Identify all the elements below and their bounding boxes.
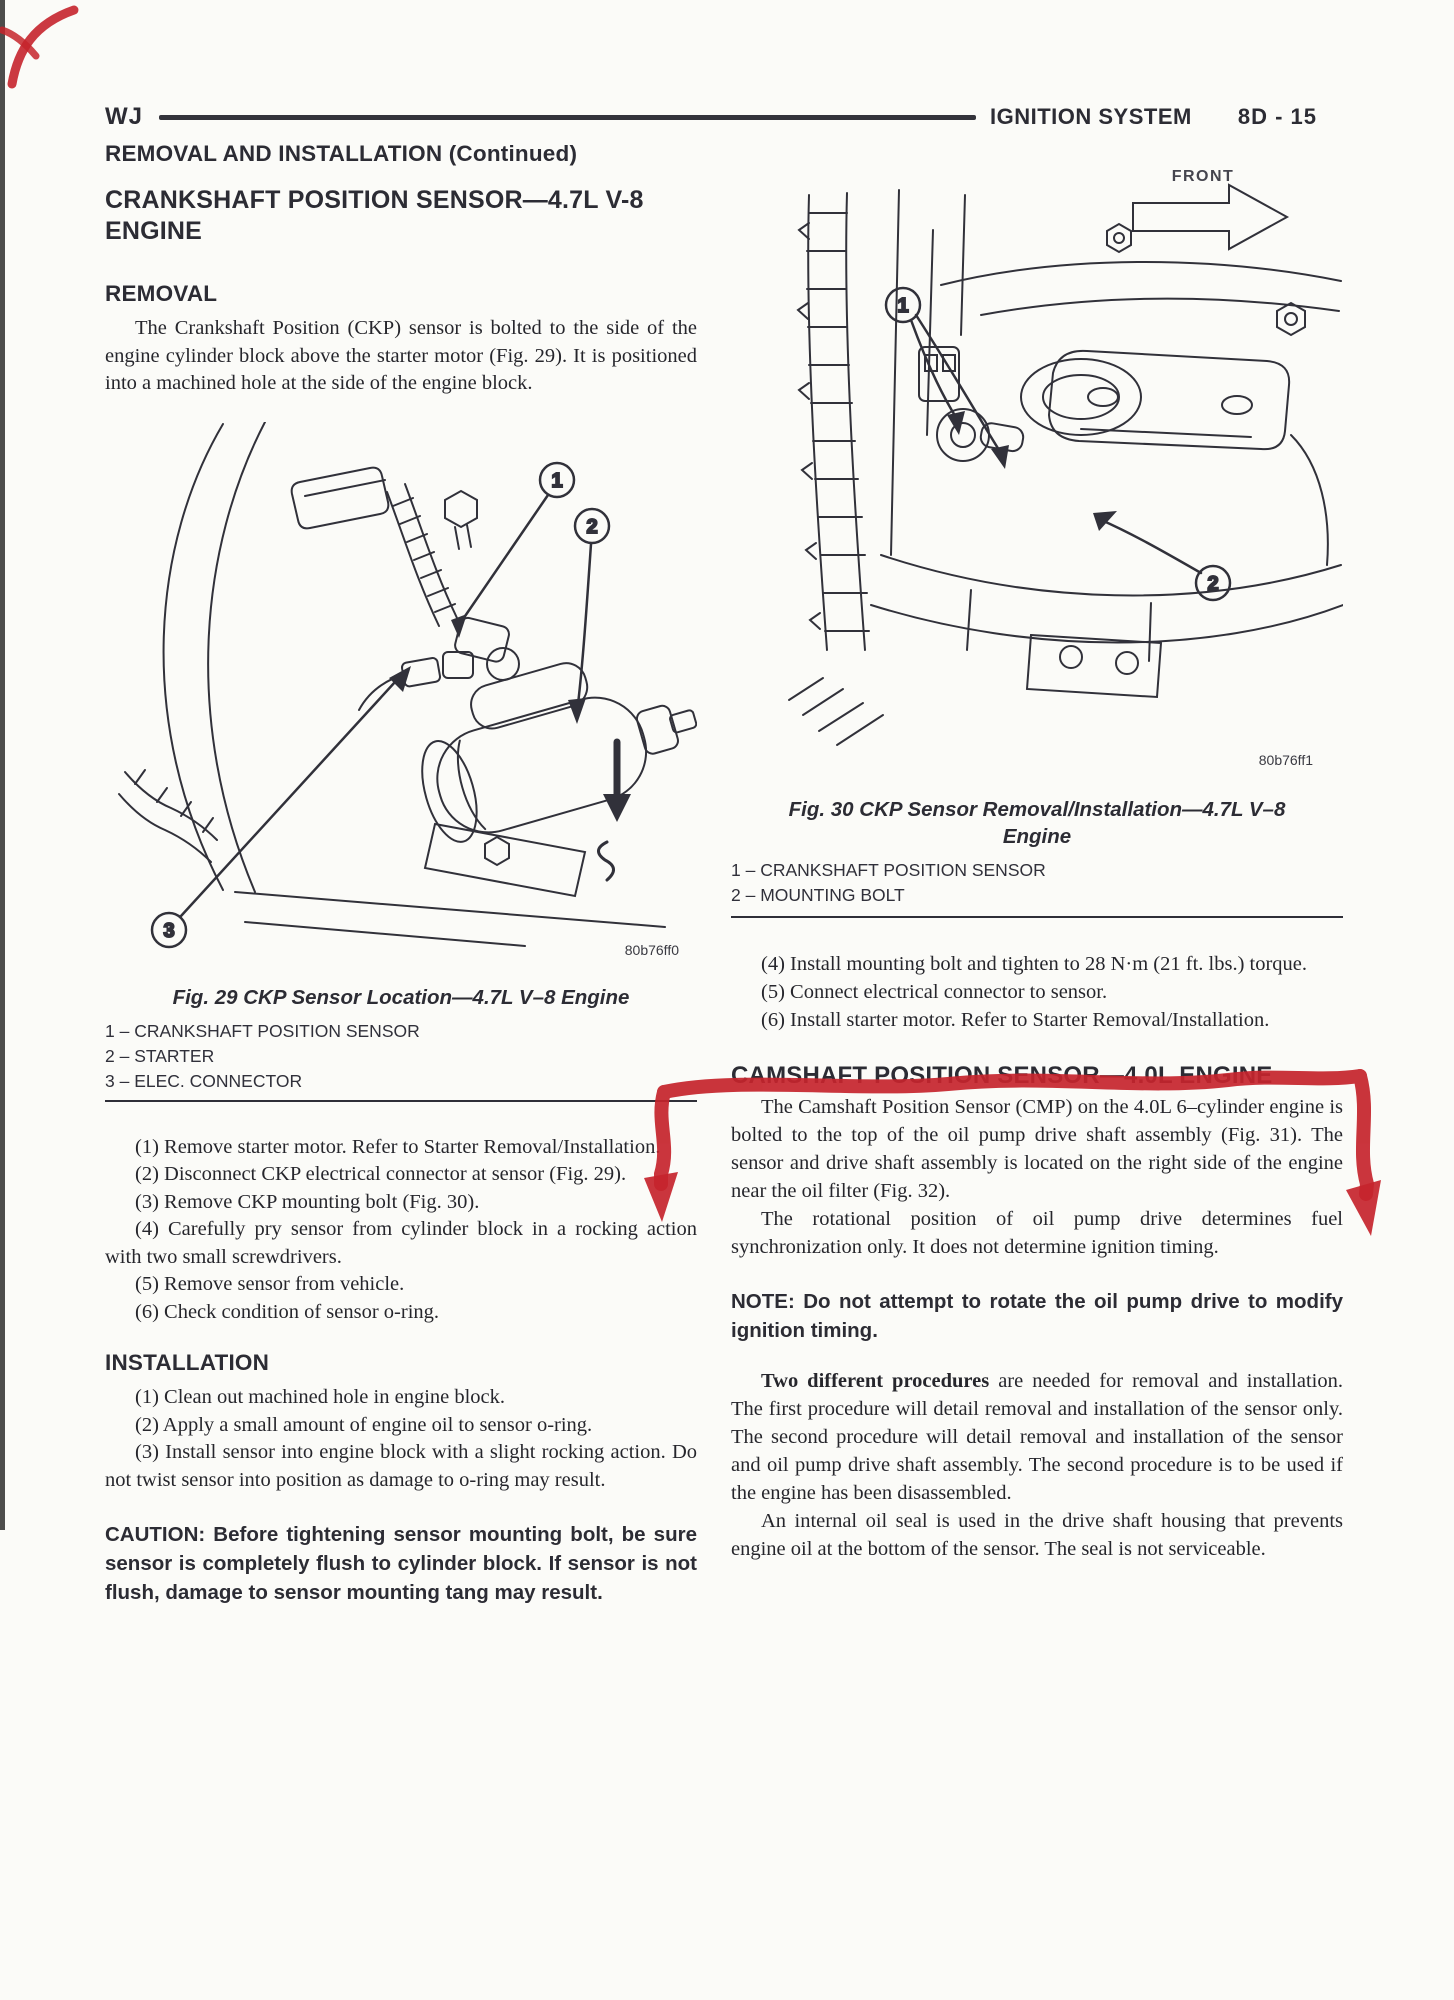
removal-step: (5) Remove sensor from vehicle. — [135, 1273, 405, 1295]
figure-divider — [105, 1100, 697, 1102]
fig30-legend-item: 2 – MOUNTING BOLT — [731, 885, 905, 905]
fig30-callout-2: 2 — [1207, 573, 1219, 595]
fig29-legend-item: 3 – ELEC. CONNECTOR — [105, 1070, 303, 1091]
removal-step: (1) Remove starter motor. Refer to Starter Removal/Installation. — [135, 1135, 661, 1158]
camshaft-para3-lead: Two different procedures — [761, 1370, 990, 1392]
installation-step: (3) Install sensor into engine block with a slight rocking action. Do not twist sensor into position as damage to o-ring may result. — [105, 1441, 697, 1491]
red-highlight-annotation — [618, 1042, 1418, 1272]
removal-step: (4) Carefully pry sensor from cylinder block in a rocking action with two small screwdrivers. — [105, 1218, 697, 1268]
camshaft-para3 — [731, 1367, 1343, 1507]
fig29-callout-3: 3 — [163, 919, 175, 942]
camshaft-sensor-heading: CAMSHAFT POSITION SENSOR—4.0L ENGINE — [731, 1062, 1273, 1089]
fig29-callout-2: 2 — [586, 515, 598, 538]
fig29-callout-1: 1 — [551, 469, 563, 492]
figure-divider — [731, 916, 1343, 918]
camshaft-para3-rest: are needed for removal and installation. The first procedure will detail removal and installation of the sensor only. The second procedure will detail removal and installation of the sensor and oil pump drive shaft assembly. The second procedure is to be used if the engine has been disassembled. — [731, 1370, 1343, 1504]
fig29-caption: Fig. 29 CKP Sensor Location—4.7L V–8 Engine — [172, 985, 630, 1009]
removal-intro: The Crankshaft Position (CKP) sensor is bolted to the side of the engine cylinder block above the starter motor (Fig. 29). It is positioned into a machined hole at the side of the engine block. — [105, 317, 697, 394]
removal-step: (4) Install mounting bolt and tighten to 28 N·m (21 ft. lbs.) torque. — [761, 953, 1308, 975]
installation-steps — [105, 1384, 697, 1494]
header-rule — [159, 115, 976, 120]
fig30-legend — [731, 858, 1343, 908]
camshaft-para2: The rotational position of oil pump drive determines fuel synchronization only. It does not determine ignition timing. — [731, 1208, 1343, 1258]
camshaft-para1: The Camshaft Position Sensor (CMP) on the 4.0L 6–cylinder engine is bolted to the top of the oil pump drive shaft assembly (Fig. 31). The sensor and drive shaft assembly is located on the right side of the engine near the oil filter (Fig. 32). — [731, 1096, 1343, 1202]
installation-step: (2) Apply a small amount of engine oil to sensor o-ring. — [135, 1413, 593, 1436]
removal-step: (6) Install starter motor. Refer to Starter Removal/Installation. — [761, 1009, 1270, 1031]
front-direction-label: FRONT — [1171, 168, 1235, 185]
installation-heading: INSTALLATION — [105, 1350, 270, 1375]
removal-heading: REMOVAL — [105, 281, 218, 306]
fig29-legend — [105, 1019, 697, 1094]
left-column — [105, 143, 697, 1607]
fig30-legend-item: 1 – CRANKSHAFT POSITION SENSOR — [731, 860, 1046, 880]
fig30-caption-line1: Fig. 30 CKP Sensor Removal/Installation—4.7L V–8 — [788, 798, 1286, 821]
fig30-caption — [731, 796, 1343, 850]
fig30-scan-code: 80b76ff1 — [1258, 752, 1313, 768]
figure-30-illustration — [731, 135, 1343, 765]
right-column — [731, 135, 1343, 1563]
model-code: WJ — [105, 103, 143, 130]
red-corner-scribble — [0, 0, 100, 90]
section-title: IGNITION SYSTEM — [989, 104, 1192, 129]
figure-30 — [731, 135, 1343, 770]
oil-pump-note: NOTE: Do not attempt to rotate the oil pump drive to modify ignition timing. — [731, 1290, 1343, 1342]
scan-edge-artifact — [0, 0, 5, 1530]
figure-29-illustration — [105, 422, 697, 957]
fig30-callout-1: 1 — [897, 295, 909, 317]
removal-steps — [105, 1134, 697, 1327]
removal-steps-continued — [731, 950, 1343, 1034]
continued-heading: REMOVAL AND INSTALLATION (Continued) — [105, 141, 578, 166]
removal-step: (2) Disconnect CKP electrical connector at sensor (Fig. 29). — [135, 1163, 627, 1185]
page-number: 8D - 15 — [1237, 104, 1317, 129]
caution-note: CAUTION: Before tightening sensor mounting bolt, be sure sensor is completely flush to cylinder block. If sensor is not flush, damage to sensor mounting tang may result. — [105, 1523, 697, 1604]
removal-step: (6) Check condition of sensor o-ring. — [135, 1300, 440, 1323]
figure-29 — [105, 422, 697, 962]
fig29-legend-item: 1 – CRANKSHAFT POSITION SENSOR — [105, 1020, 420, 1041]
removal-step: (5) Connect electrical connector to sensor. — [761, 981, 1108, 1003]
page-header — [105, 103, 1317, 131]
removal-step: (3) Remove CKP mounting bolt (Fig. 30). — [135, 1190, 480, 1213]
fig29-legend-item: 2 – STARTER — [105, 1045, 215, 1066]
fig30-caption-line2: Engine — [1002, 825, 1072, 848]
camshaft-para4: An internal oil seal is used in the drive shaft housing that prevents engine oil at the bottom of the sensor. The seal is not serviceable. — [731, 1510, 1343, 1560]
crankshaft-sensor-heading: CRANKSHAFT POSITION SENSOR—4.7L V-8 ENGINE — [105, 186, 644, 245]
fig29-scan-code: 80b76ff0 — [624, 941, 679, 958]
installation-step: (1) Clean out machined hole in engine block. — [135, 1386, 506, 1408]
